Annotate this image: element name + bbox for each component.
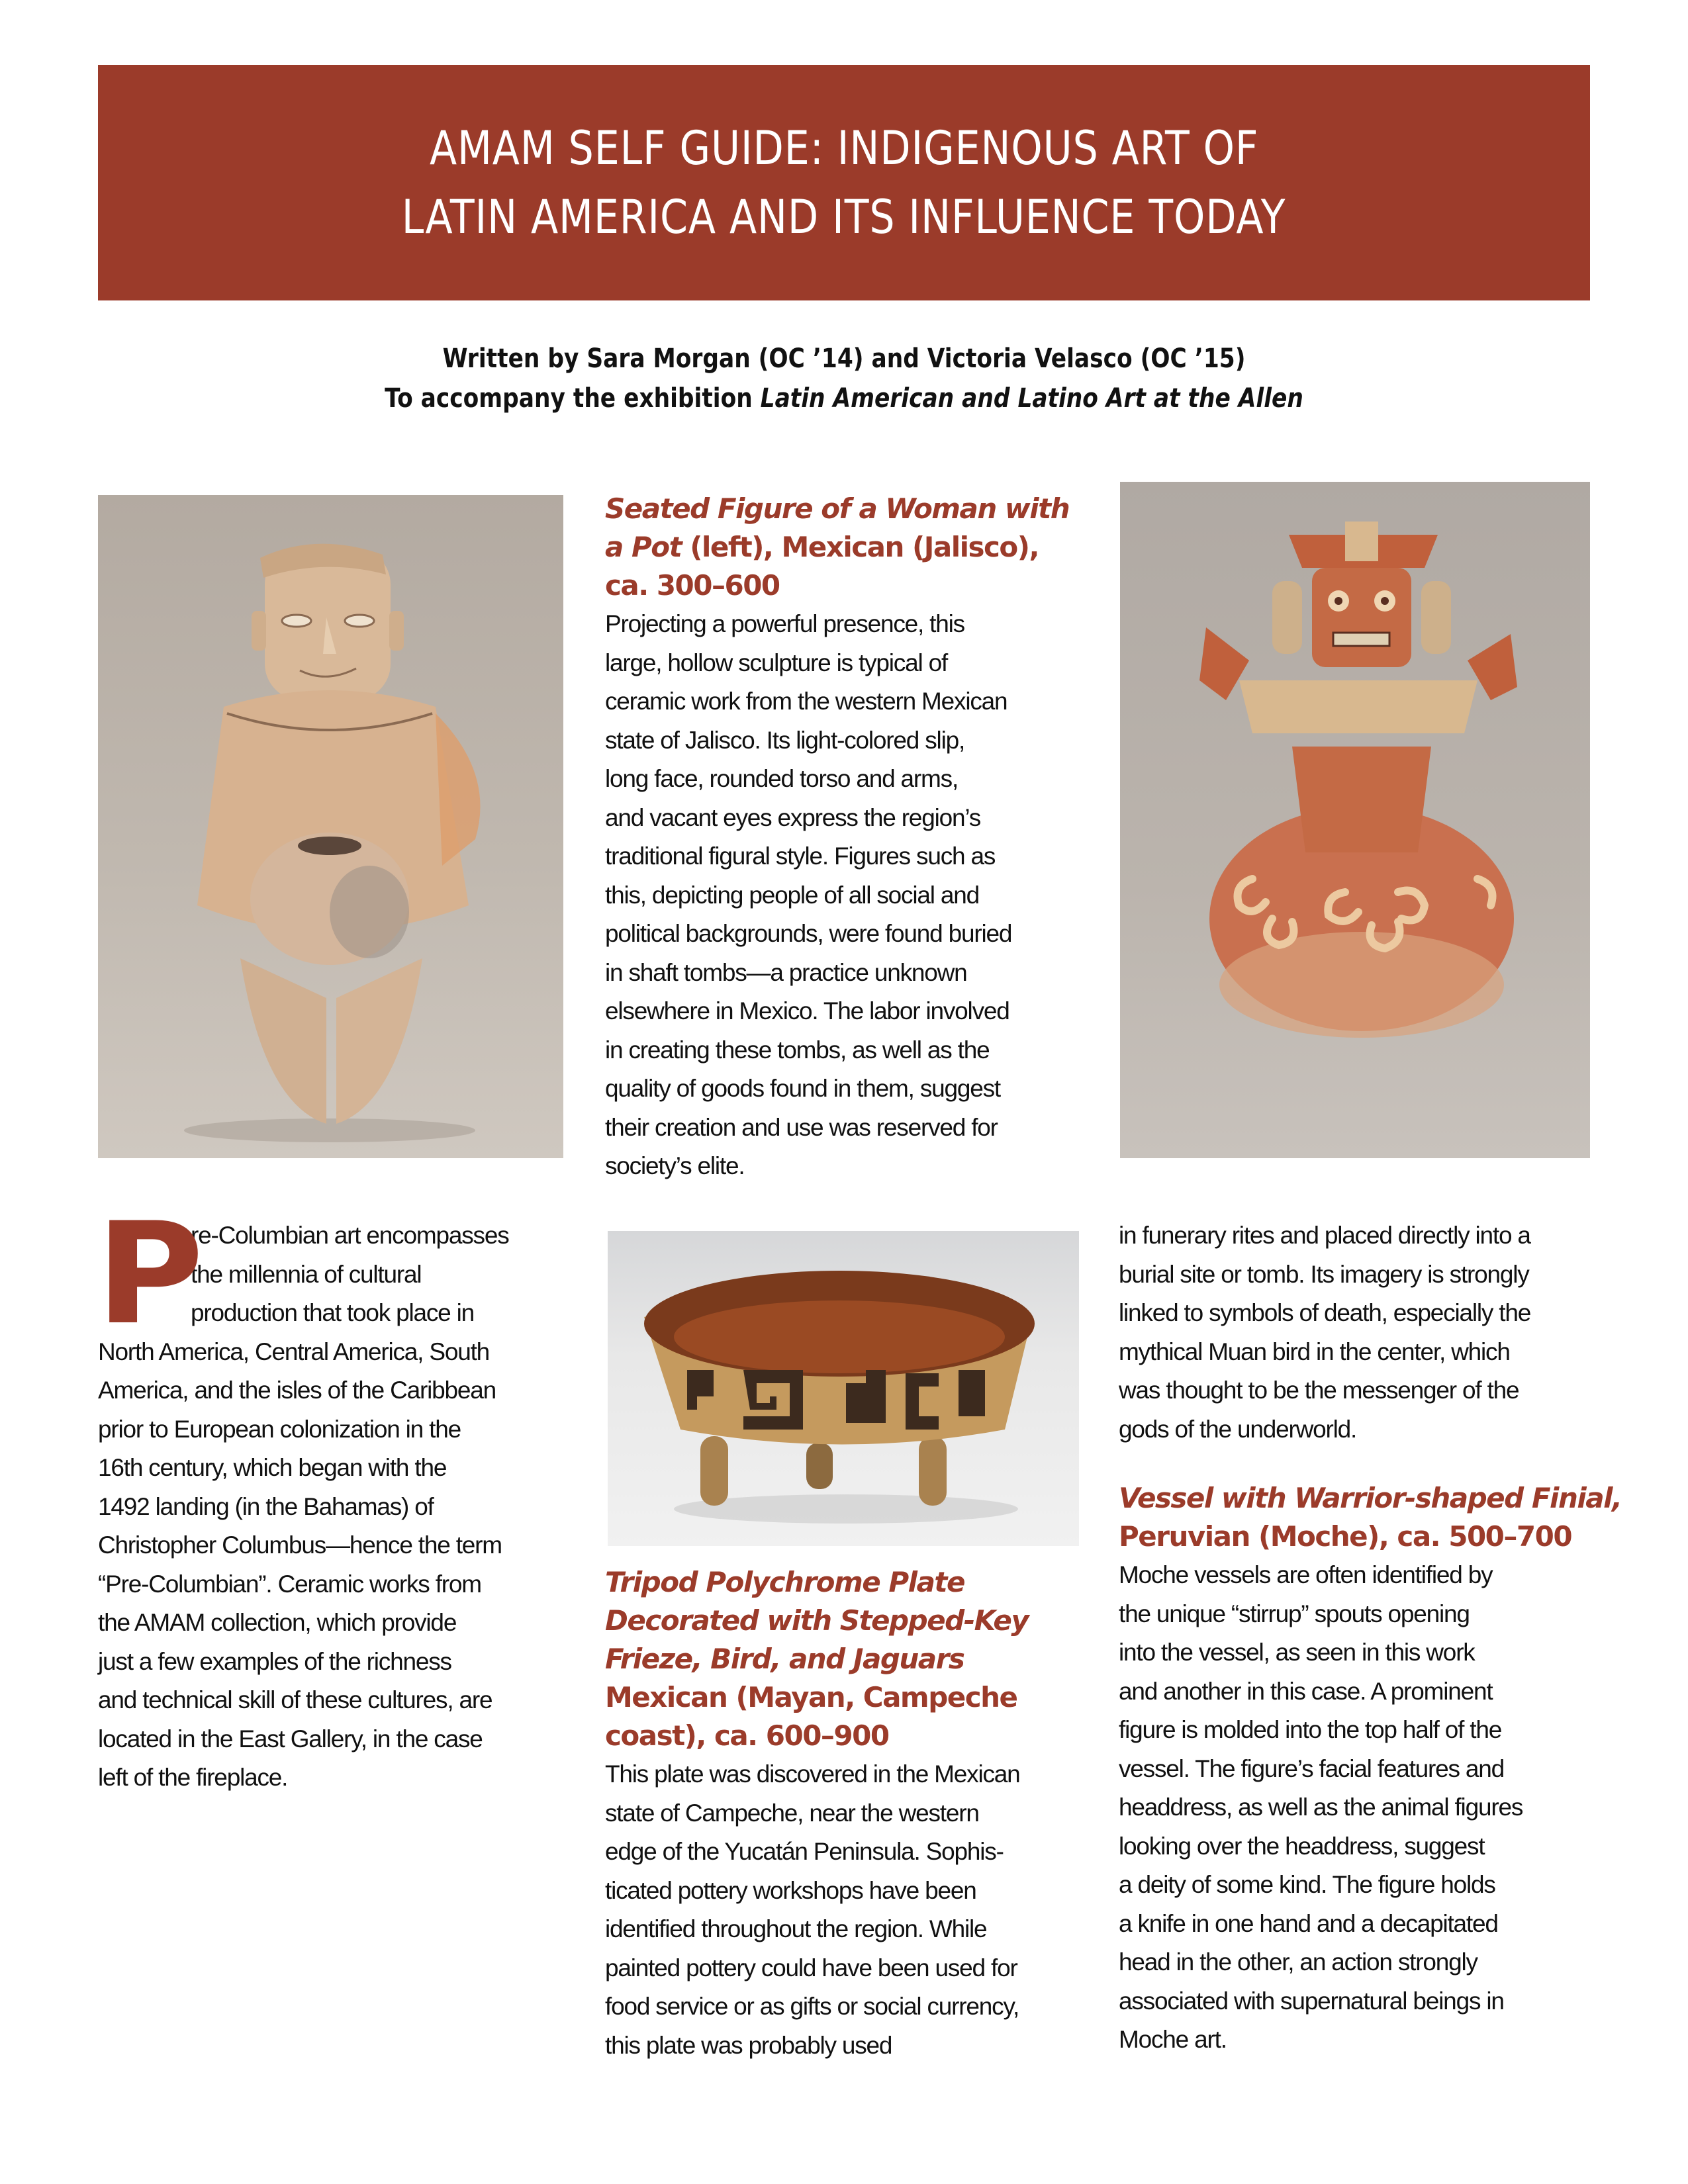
seated-woman-origin: (left), Mexican (Jalisco), bbox=[681, 531, 1039, 563]
accompany-prefix: To accompany the exhibition bbox=[385, 383, 761, 414]
intro-lines-beside-cap: re-Columbian art encompasses the millennia of cultural production that took place in bbox=[191, 1222, 509, 1326]
tripod-plate-heading bbox=[605, 1563, 1082, 1755]
drop-cap: P bbox=[95, 1192, 203, 1355]
tripod-plate-continued: in funerary rites and placed directly into a burial site or tomb. Its imagery is strongly linked to symbols of death, especially the mythical Muan bird in the center, which was thought to be the messenger of the gods of the underworld. bbox=[1119, 1222, 1531, 1443]
warrior-vessel-body: Moche vessels are often identified by the unique “stirrup” spouts opening into the vessel, as seen in this work and another in this case. A prominent figure is molded into the top half of the vessel. The figure’s facial features and headdress, as well as the animal figures looking over the headdress, suggest a deity of some kind. The figure holds a knife in one hand and a decapitated head in the other, an action strongly associated with supernatural beings in Moche art. bbox=[1119, 1561, 1523, 2053]
warrior-vessel-heading bbox=[1119, 1479, 1622, 1556]
seated-woman-heading bbox=[605, 490, 1082, 605]
exhibition-title: Latin American and Latino Art at the Allen bbox=[760, 383, 1303, 414]
tripod-plate-body: This plate was discovered in the Mexican state of Campeche, near the western edge of the Yucatán Peninsula. Sophis- ticated pottery workshops have been identified throughout the region. While painted pottery could have been used for food service or as gifts or social currency, this plate was probably used bbox=[605, 1760, 1020, 2059]
seated-woman-title-1: Seated Figure of a Woman with bbox=[605, 492, 1070, 525]
intro-body: North America, Central America, South America, and the isles of the Caribbean prior to European colonization in the 16th century, which began with the 1492 landing (in the Bahamas) of Christopher Columbus—hence the term “Pre-Columbian”. Ceramic works from the AMAM collection, which provide just a few examples of the richness and technical skill of these cultures, are located in the East Gallery, in the case left of the fireplace. bbox=[98, 1338, 502, 1791]
seated-woman-body: Projecting a powerful presence, this large, hollow sculpture is typical of ceramic work from the western Mexican state of Jalisco. Its light-colored slip, long face, rounded torso and arms, and vacant eyes express the region’s traditional figural style. Figures such as this, depicting people of all social and political backgrounds, were found buried in shaft tombs—a practice unknown elsewhere in Mexico. The labor involved in creating these tombs, as well as the quality of goods found in them, suggest their creation and use was reserved for society’s elite. bbox=[605, 610, 1012, 1179]
tripod-plate-photo bbox=[608, 1231, 1079, 1546]
tripod-date: coast), ca. 600–900 bbox=[605, 1719, 889, 1752]
tripod-origin: Mexican (Mayan, Campeche bbox=[605, 1681, 1017, 1713]
warrior-vessel-photo bbox=[1120, 482, 1590, 1158]
authors-line: Written by Sara Morgan (OC ’14) and Victoria Velasco (OC ’15) bbox=[442, 343, 1246, 374]
seated-woman-section bbox=[605, 490, 1082, 1186]
tripod-plate-section bbox=[605, 1563, 1082, 2065]
seated-woman-date: ca. 300–600 bbox=[605, 569, 780, 602]
right-column-section bbox=[1119, 1216, 1622, 2060]
seated-woman-title-2: a Pot bbox=[605, 531, 682, 563]
title-banner bbox=[98, 65, 1590, 300]
title-line-1: AMAM SELF GUIDE: INDIGENOUS ART OF bbox=[429, 121, 1259, 175]
warrior-title: Vessel with Warrior-shaped Finial, bbox=[1119, 1482, 1622, 1514]
title-line-2: LATIN AMERICA AND ITS INFLUENCE TODAY bbox=[402, 190, 1286, 244]
tripod-title-3: Frieze, Bird, and Jaguars bbox=[605, 1643, 964, 1675]
seated-woman-photo bbox=[98, 495, 563, 1158]
warrior-origin: Peruvian (Moche), ca. 500–700 bbox=[1119, 1520, 1572, 1553]
byline bbox=[0, 339, 1688, 418]
tripod-title-1: Tripod Polychrome Plate bbox=[605, 1566, 964, 1598]
exhibition-line bbox=[118, 379, 1570, 418]
tripod-title-2: Decorated with Stepped-Key bbox=[605, 1604, 1029, 1637]
intro-section bbox=[95, 1192, 575, 1797]
